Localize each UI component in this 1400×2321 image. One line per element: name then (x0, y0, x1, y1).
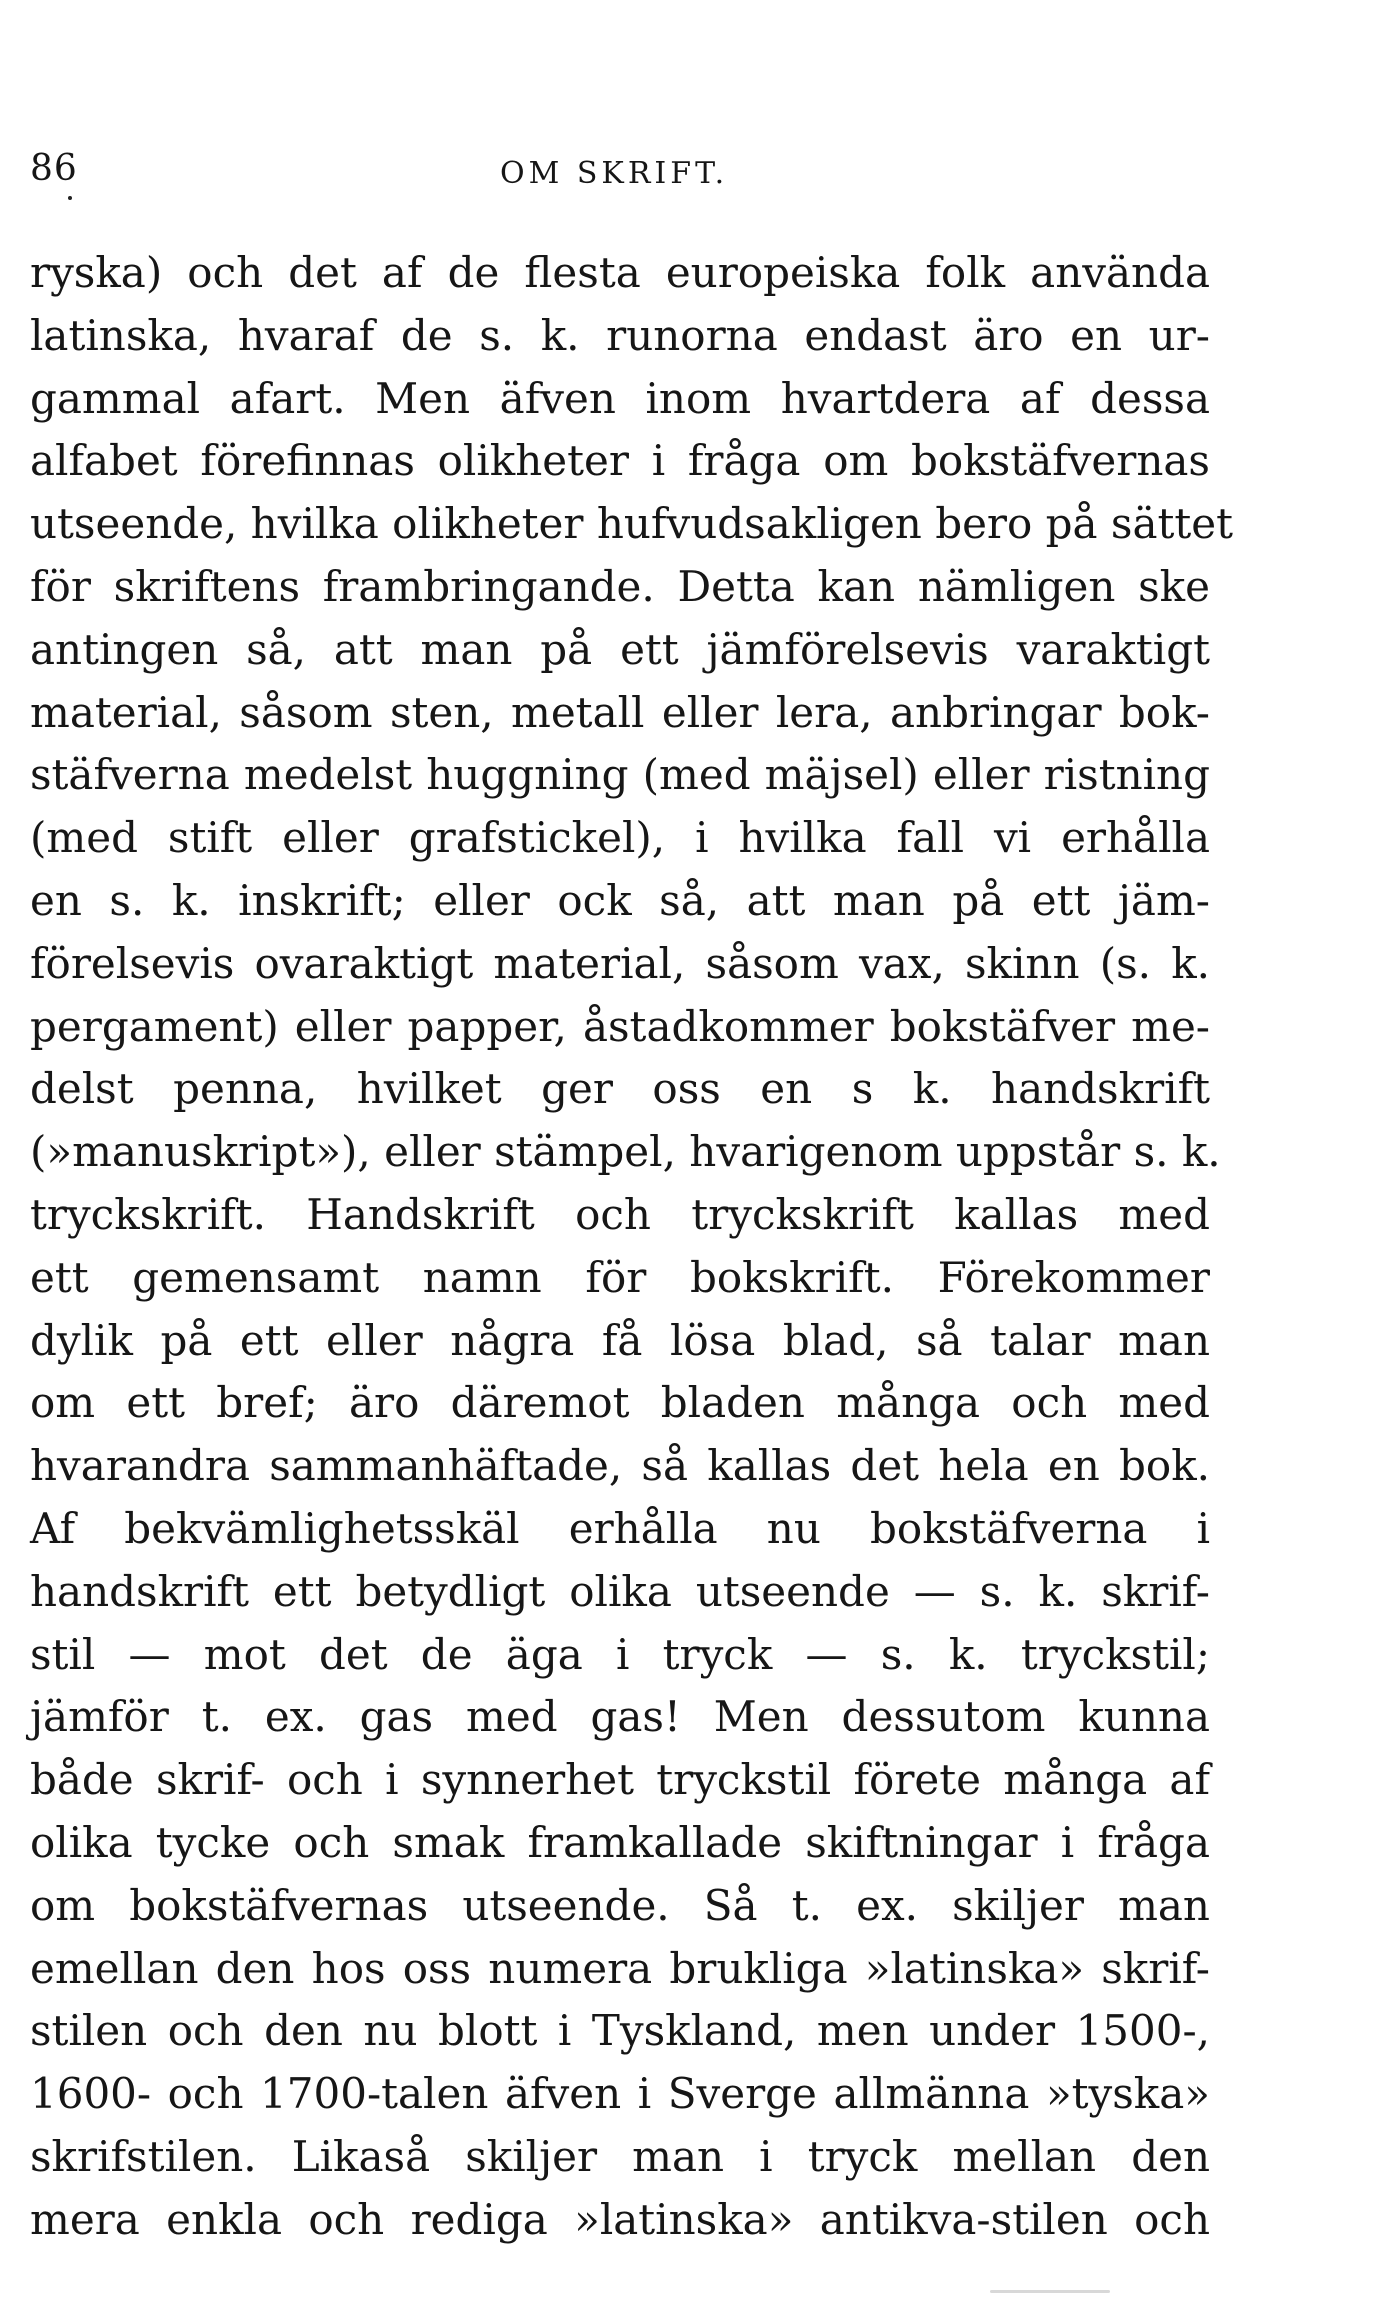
text-line: stilen och den nu blott i Tyskland, men under 1500-, (30, 2006, 1210, 2056)
page-number: 86 (30, 148, 78, 189)
text-line: stil — mot det de äga i tryck — s. k. tryckstil; (30, 1629, 1210, 1679)
text-line: en s. k. inskrift; eller ock så, att man på ett jäm- (30, 875, 1210, 925)
text-line: dylik på ett eller några få lösa blad, så talar man (30, 1315, 1210, 1365)
text-line: om ett bref; äro däremot bladen många och med (30, 1378, 1210, 1428)
text-line: skrifstilen. Likaså skiljer man i tryck mellan den (30, 2131, 1210, 2181)
text-line: olika tycke och smak framkallade skiftningar i fråga (30, 1817, 1210, 1867)
text-line: pergament) eller papper, åstadkommer bokstäfver me- (30, 1001, 1210, 1051)
text-line: gammal afart. Men äfven inom hvartdera af dessa (30, 373, 1210, 423)
running-head: OM SKRIFT. (500, 156, 729, 191)
text-line: material, såsom sten, metall eller lera, anbringar bok- (30, 687, 1210, 737)
text-line: delst penna, hvilket ger oss en s k. handskrift (30, 1064, 1210, 1114)
body-text (30, 242, 1234, 2252)
text-line: om bokstäfvernas utseende. Så t. ex. skiljer man (30, 1880, 1210, 1930)
text-line: handskrift ett betydligt olika utseende — s. k. skrif- (30, 1566, 1210, 1616)
text-line: stäfverna medelst huggning (med mäjsel) eller ristning (30, 750, 1210, 800)
page-header (30, 148, 1230, 208)
text-line: antingen så, att man på ett jämförelsevis varaktigt (30, 624, 1210, 674)
text-line: emellan den hos oss numera brukliga »latinska» skrif- (30, 1943, 1210, 1993)
text-line: för skriftens frambringande. Detta kan nämligen ske (30, 561, 1210, 611)
text-line: tryckskrift. Handskrift och tryckskrift kallas med (30, 1189, 1210, 1239)
text-line: både skrif- och i synnerhet tryckstil förete många af (30, 1755, 1210, 1805)
text-line: 1600- och 1700-talen äfven i Sverge allmänna »tyska» (30, 2069, 1210, 2119)
text-line: Af bekvämlighetsskäl erhålla nu bokstäfverna i (30, 1503, 1210, 1553)
text-line: alfabet förefinnas olikheter i fråga om bokstäfvernas (30, 436, 1210, 486)
text-line: (med stift eller grafstickel), i hvilka fall vi erhålla (30, 813, 1210, 863)
text-line: latinska, hvaraf de s. k. runorna endast äro en ur- (30, 310, 1210, 360)
text-line: hvarandra sammanhäftade, så kallas det hela en bok. (30, 1441, 1210, 1491)
text-line: ett gemensamt namn för bokskrift. Förekommer (30, 1252, 1210, 1302)
text-line: jämför t. ex. gas med gas! Men dessutom kunna (30, 1692, 1210, 1742)
text-line: utseende, hvilka olikheter hufvudsakligen bero på sättet (30, 499, 1234, 549)
text-line: ryska) och det af de flesta europeiska folk använda (30, 248, 1210, 297)
text-line: förelsevis ovaraktigt material, såsom vax, skinn (s. k. (30, 938, 1210, 988)
text-line: mera enkla och rediga »latinska» antikva-stilen och (30, 2194, 1210, 2244)
text-line: (»manuskript»), eller stämpel, hvarigenom uppstår s. k. (30, 1127, 1221, 1177)
scan-smudge (990, 2290, 1110, 2293)
